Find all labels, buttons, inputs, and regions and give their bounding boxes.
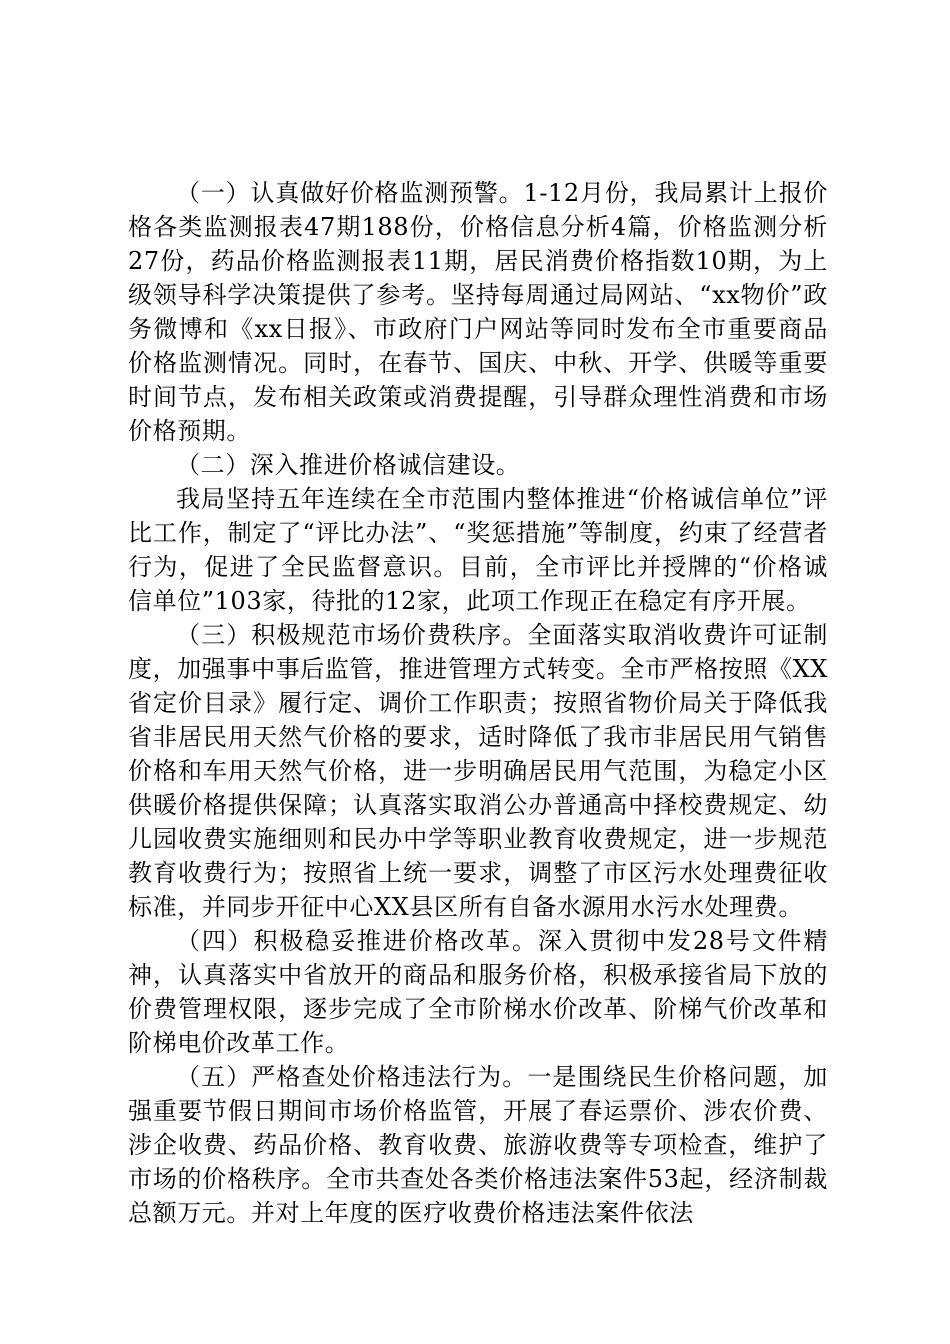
paragraph-price-reform: （四）积极稳妥推进价格改革。深入贯彻中发28号文件精神，认真落实中省放开的商品和服务价格，积极承接省局下放的价费管理权限，逐步完成了全市阶梯水价改革、阶梯气价改革和阶梯电价改革工作。 <box>128 927 828 1057</box>
paragraph-price-violations: （五）严格查处价格违法行为。一是围绕民生价格问题，加强重要节假日期间市场价格监管，开展了春运票价、涉农价费、涉企收费、药品价格、教育收费、旅游收费等专项检查，维护了市场的价格秩序。全市共查处各类价格违法案件53起，经济制裁总额万元。并对上年度的医疗收费价格违法案件依法 <box>128 1063 828 1227</box>
paragraph-price-monitoring: （一）认真做好价格监测预警。1-12月份，我局累计上报价格各类监测报表47期188份，价格信息分析4篇，价格监测分析27份，药品价格监测报表11期，居民消费价格指数10期，为上级领导科学决策提供了参考。坚持每周通过局网站、“xx物价”政务微博和《xx日报》、市政府门户网站等同时发布全市重要商品价格监测情况。同时，在春节、国庆、中秋、开学、供暖等重要时间节点，发布相关政策或消费提醒，引导群众理性消费和市场价格预期。 <box>128 179 828 445</box>
paragraph-price-integrity: 我局坚持五年连续在全市范围内整体推进“价格诚信单位”评比工作，制定了“评比办法”、“奖惩措施”等制度，约束了经营者行为，促进了全民监督意识。目前，全市评比并授牌的“价格诚信单位”103家，待批的12家，此项工作现正在稳定有序开展。 <box>128 485 828 615</box>
paragraph-market-fee-order: （三）积极规范市场价费秩序。全面落实取消收费许可证制度，加强事中事后监管，推进管理方式转变。全市严格按照《XX省定价目录》履行定、调价工作职责；按照省物价局关于降低我省非居民用天然气价格的要求，适时降低了我市非居民用气销售价格和车用天然气价格，进一步明确居民用气范围，为稳定小区供暖价格提供保障；认真落实取消公办普通高中择校费规定、幼儿园收费实施细则和民办中学等职业教育收费规定，进一步规范教育收费行为；按照省上统一要求，调整了市区污水处理费征收标准，并同步开征中心XX县区所有自备水源用水污水处理费。 <box>128 621 828 921</box>
heading-price-integrity: （二）深入推进价格诚信建设。 <box>176 451 521 479</box>
document-body <box>128 176 828 1230</box>
